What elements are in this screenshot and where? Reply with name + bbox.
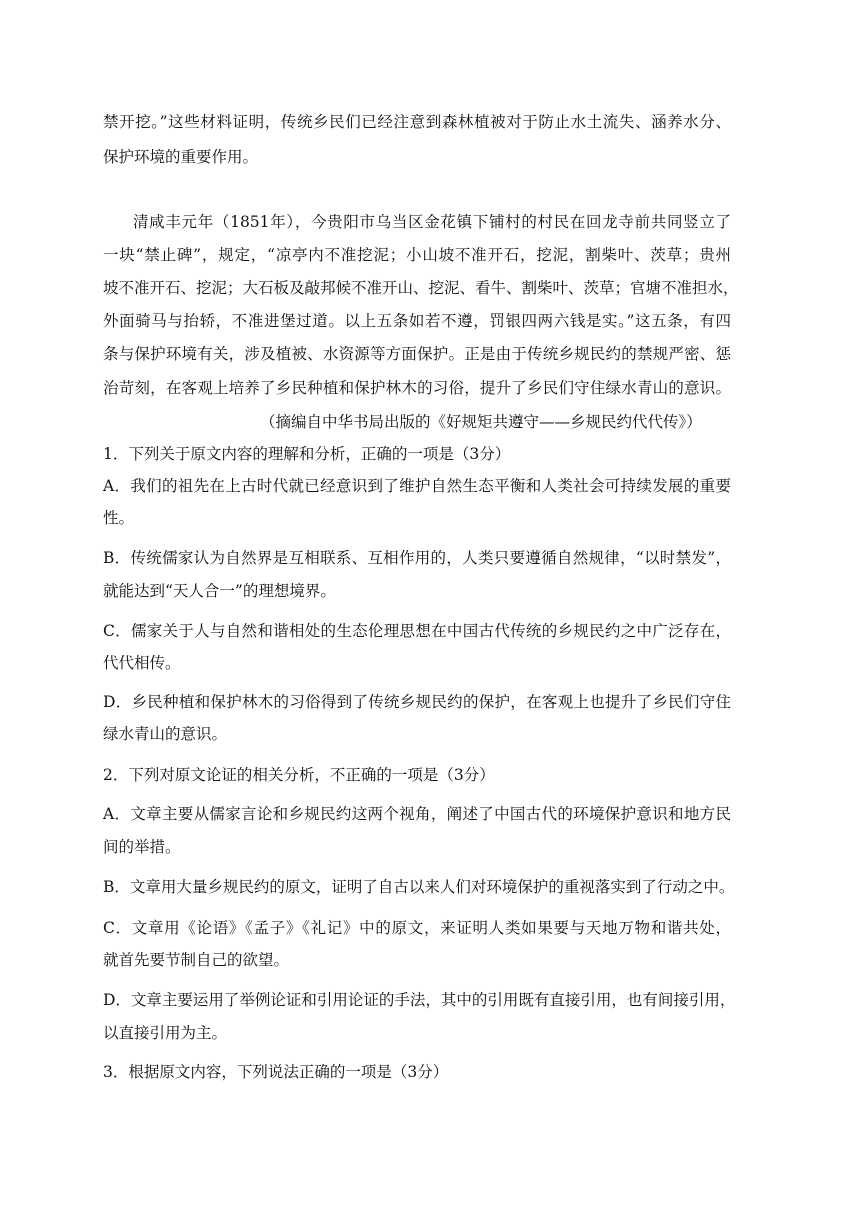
option-line: 绿水青山的意识。	[103, 725, 228, 743]
option-line: 以直接引用为主。	[103, 1024, 228, 1042]
passage-line: 坡不准开石、挖泥；大石板及敲邦候不准开山、挖泥、看牛、割柴叶、茨草；官塘不准担水，	[103, 279, 739, 297]
option-line: C．儒家关于人与自然和谐相处的生态伦理思想在中国古代传统的乡规民约之中广泛存在，	[103, 622, 731, 640]
passage-line: 保护环境的重要作用。	[103, 148, 259, 166]
passage-line: 治苛刻，在客观上培养了乡民种植和保护林木的习俗，提升了乡民们守住绿水青山的意识。	[103, 379, 731, 397]
option-line: 就首先要节制自己的欲望。	[103, 951, 290, 969]
option-line: 就能达到“天人合一”的理想境界。	[103, 582, 336, 600]
option-line: 性。	[103, 509, 135, 527]
passage-source: （摘编自中华书局出版的《好规矩共遵守——乡规民约代代传》）	[260, 413, 702, 431]
question-stem: 2．下列对原文论证的相关分析，不正确的一项是（3分）	[103, 766, 495, 784]
passage-line: 条与保护环境有关，涉及植被、水资源等方面保护。正是由于传统乡规民约的禁规严密、惩	[103, 345, 731, 363]
passage-line: 清咸丰元年（1851年），今贵阳市乌当区金花镇下铺村的村民在回龙寺前共同竖立了	[133, 213, 731, 231]
option-line: C．文章用《论语》《孟子》《礼记》中的原文，来证明人类如果要与天地万物和谐共处，	[103, 919, 731, 937]
option-line: 间的举措。	[103, 838, 181, 856]
passage-line: 禁开挖。”这些材料证明，传统乡民们已经注意到森林植被对于防止水土流失、涵养水分、	[103, 113, 731, 131]
option-line: A．我们的祖先在上古时代就已经意识到了维护自然生态平衡和人类社会可持续发展的重要	[103, 477, 731, 495]
question-stem: 1．下列关于原文内容的理解和分析，正确的一项是（3分）	[103, 445, 511, 463]
option-line: 代代相传。	[103, 654, 181, 672]
option-line: D．乡民种植和保护林木的习俗得到了传统乡规民约的保护，在客观上也提升了乡民们守住	[103, 693, 731, 711]
passage-line: 外面骑马与抬轿，不准进堡过道。以上五条如若不遵，罚银四两六钱是实。”这五条，有四	[103, 312, 731, 330]
option-line: B．文章用大量乡规民约的原文，证明了自古以来人们对环境保护的重视落实到了行动之中。	[103, 878, 735, 896]
option-line: D．文章主要运用了举例论证和引用论证的手法，其中的引用既有直接引用，也有间接引用，	[103, 991, 736, 1009]
question-stem: 3．根据原文内容，下列说法正确的一项是（3分）	[103, 1063, 449, 1081]
option-line: B．传统儒家认为自然界是互相联系、互相作用的，人类只要遵循自然规律，“以时禁发”，	[103, 549, 731, 567]
passage-line: 一块“禁止碑”，规定，“凉亭内不准挖泥；小山坡不准开石，挖泥，割柴叶、茨草；贵州	[103, 246, 731, 264]
option-line: A．文章主要从儒家言论和乡规民约这两个视角，阐述了中国古代的环境保护意识和地方民	[103, 805, 731, 823]
